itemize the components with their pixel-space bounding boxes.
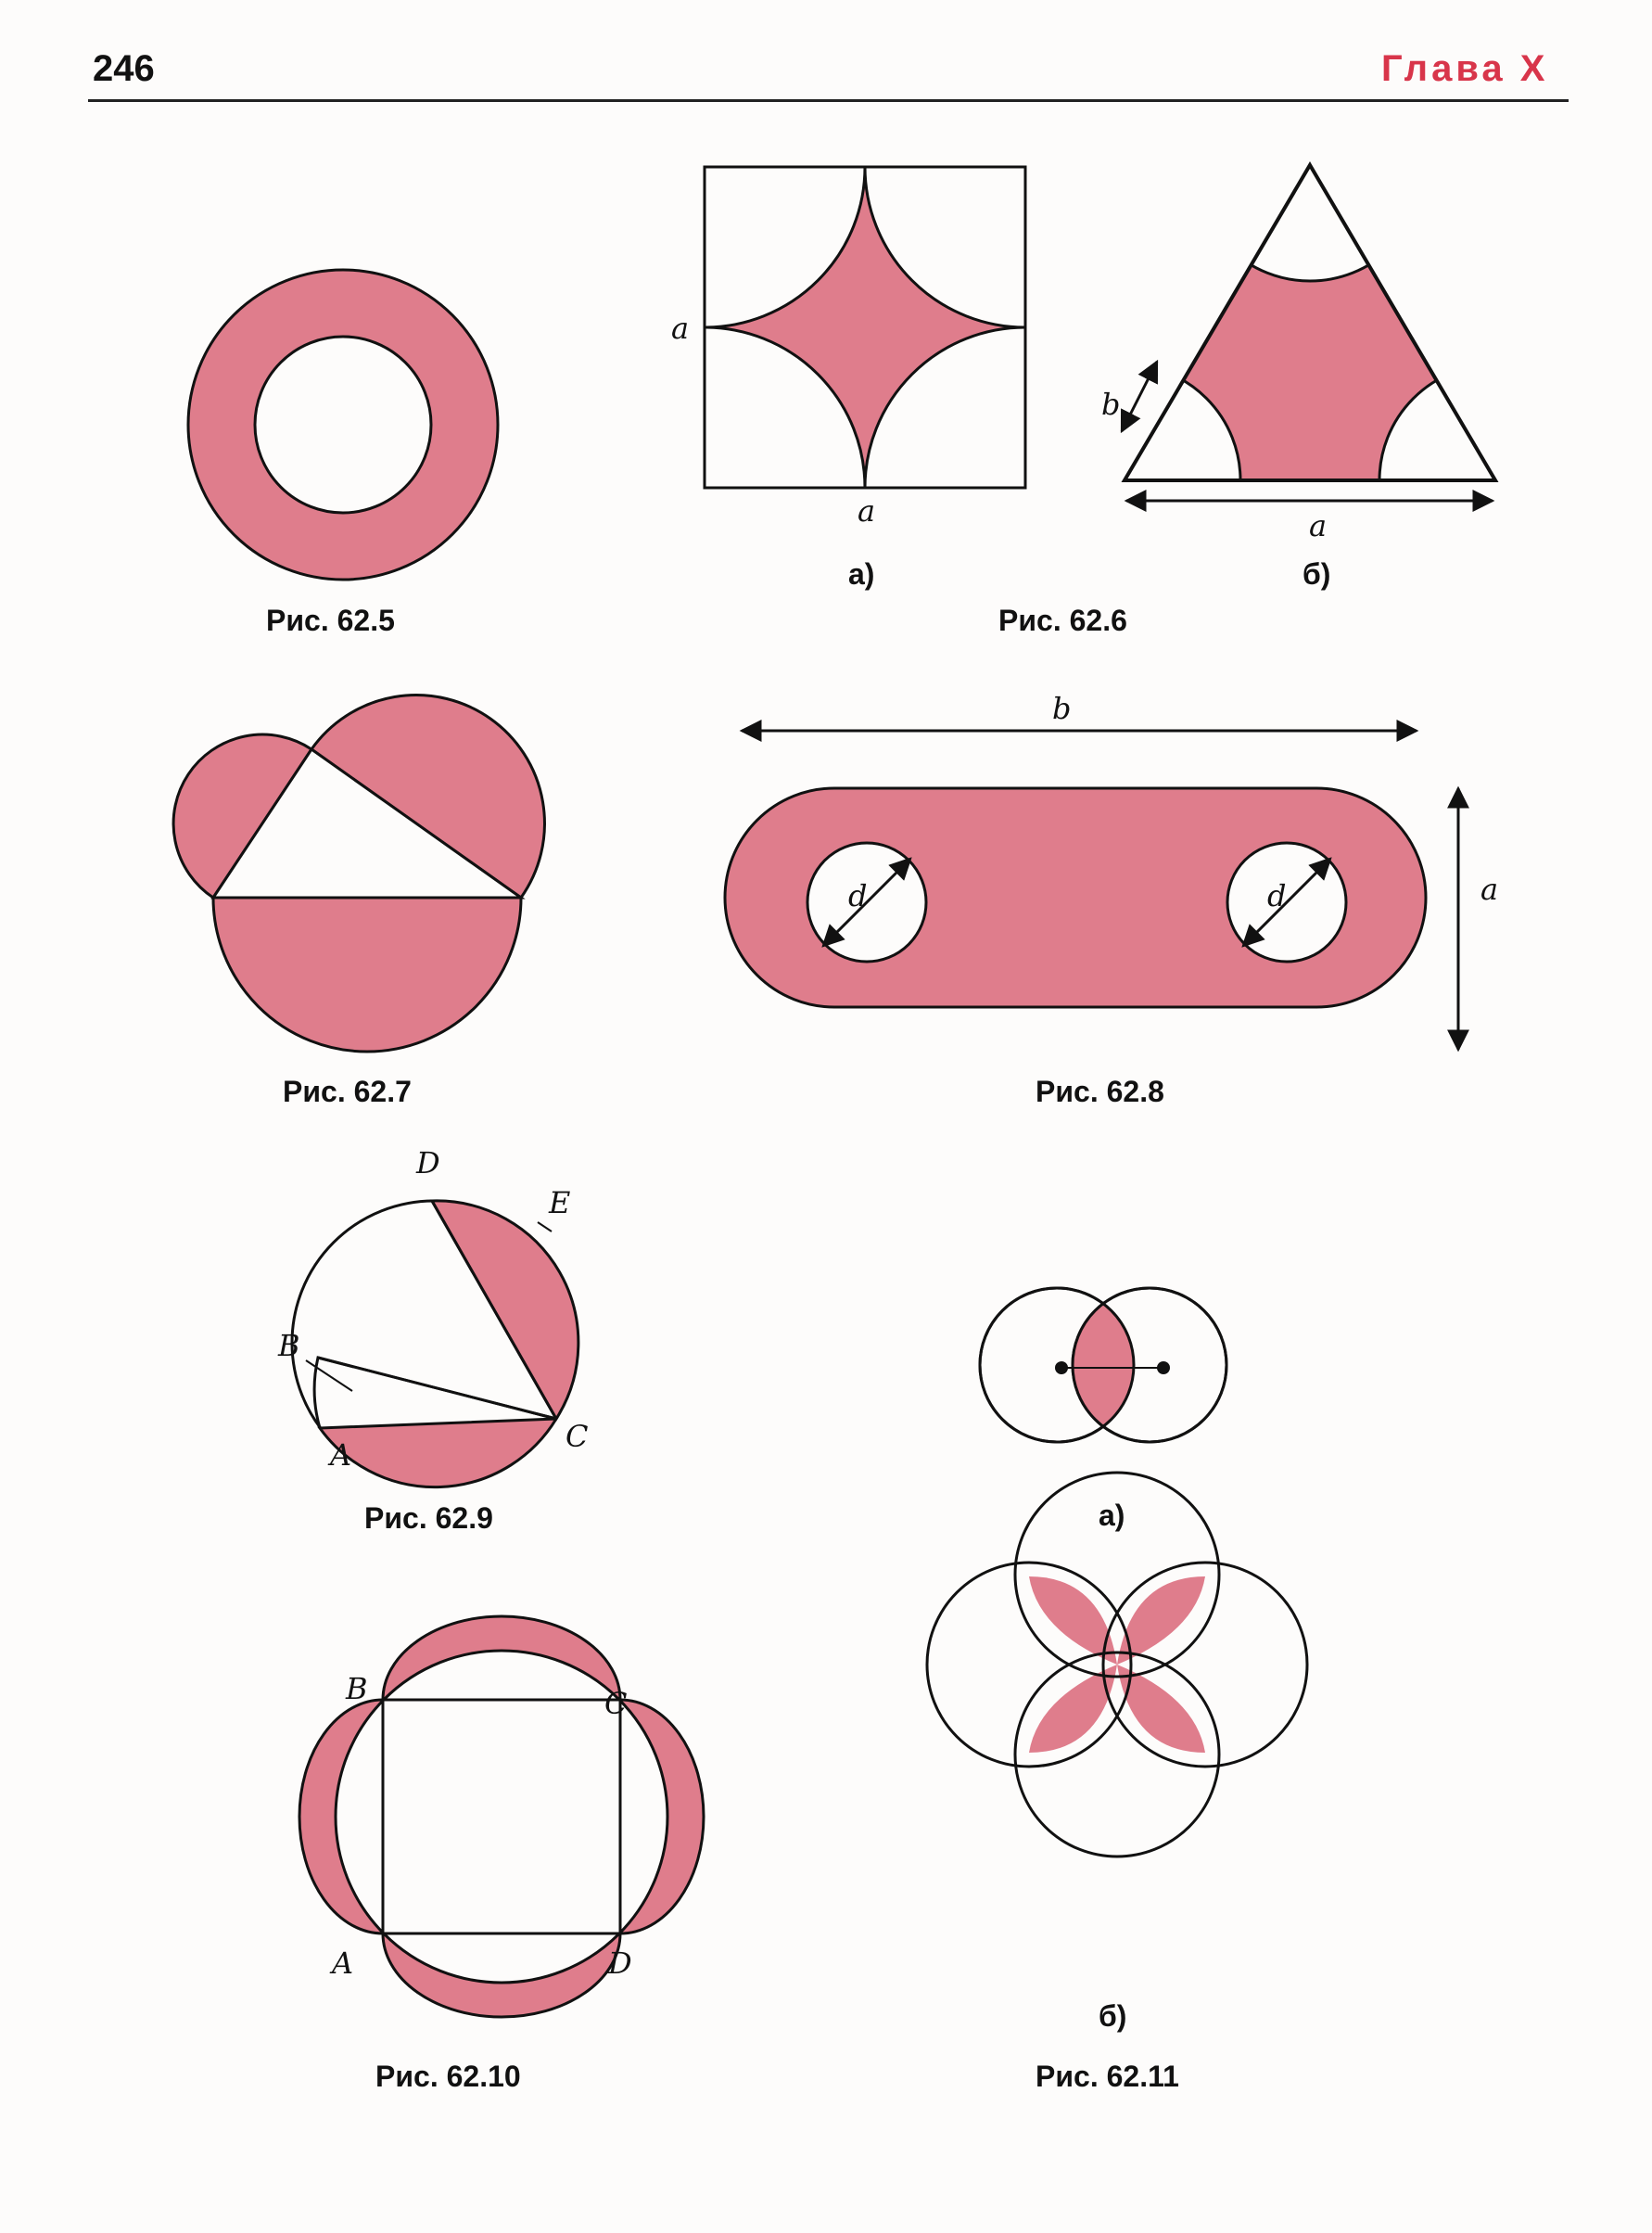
fig-62-6b-label-b: b xyxy=(1101,387,1121,422)
fig-62-9-point-e: E xyxy=(549,1185,571,1220)
page-number: 246 xyxy=(93,48,155,89)
fig-62-6b-label-a: a xyxy=(1309,508,1328,543)
fig-62-11-part-a: а) xyxy=(1099,1499,1125,1532)
fig-62-7-triangle-semicircles xyxy=(173,695,544,1052)
fig-62-10-point-d: D xyxy=(608,1946,632,1981)
fig-62-6-part-b: б) xyxy=(1303,557,1331,591)
fig-62-8-label-d1: d xyxy=(848,878,868,913)
fig-62-6a-square xyxy=(705,167,1025,488)
fig-62-5-annulus xyxy=(188,270,498,580)
fig-62-9-point-c: C xyxy=(565,1419,589,1454)
fig-62-10-point-a: A xyxy=(332,1946,354,1981)
fig-62-8-caption: Рис. 62.8 xyxy=(1036,1075,1164,1108)
fig-62-11b-four-circles xyxy=(939,1575,1119,1754)
fig-62-9-point-d: D xyxy=(416,1145,440,1180)
fig-62-8-label-b: b xyxy=(1052,691,1072,726)
fig-62-9-point-a: A xyxy=(330,1437,352,1473)
fig-62-5-caption: Рис. 62.5 xyxy=(266,604,395,637)
fig-62-8-label-a: a xyxy=(1480,872,1499,907)
fig-62-6-caption: Рис. 62.6 xyxy=(998,604,1127,637)
fig-62-7-caption: Рис. 62.7 xyxy=(283,1075,412,1108)
fig-62-8-stadium xyxy=(725,731,1458,1050)
fig-62-6a-label-bottom: a xyxy=(858,493,876,529)
fig-62-10-caption: Рис. 62.10 xyxy=(375,2060,521,2093)
fig-62-11-caption: Рис. 62.11 xyxy=(1036,2060,1179,2093)
fig-62-8-label-d2: d xyxy=(1267,878,1287,913)
fig-62-6a-label-side: a xyxy=(671,311,690,346)
fig-62-11-part-b: б) xyxy=(1099,1999,1127,2033)
fig-62-11a-lens xyxy=(980,1288,1226,1442)
fig-62-9-caption: Рис. 62.9 xyxy=(364,1501,493,1535)
chapter-title: Глава X xyxy=(1381,48,1549,89)
fig-62-10-point-c: C xyxy=(604,1686,628,1721)
fig-62-6-part-a: а) xyxy=(848,557,875,591)
fig-62-9-point-b: B xyxy=(278,1328,300,1363)
fig-62-10-point-b: B xyxy=(346,1671,368,1706)
